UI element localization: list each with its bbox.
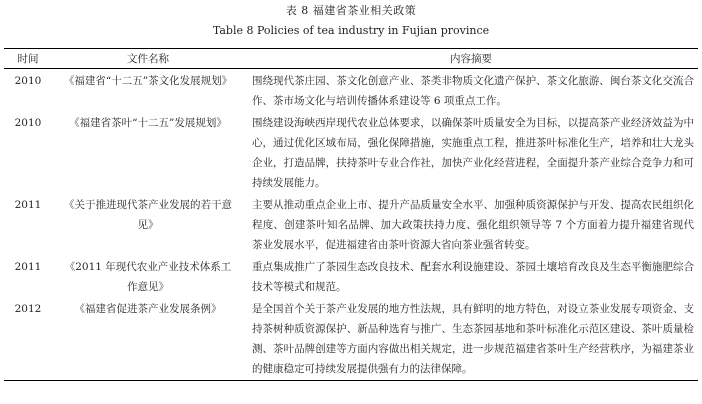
cell-year: 2012 [4, 297, 52, 381]
table-row [4, 193, 698, 255]
cell-document-name: 《关于推进现代茶产业发展的若干意见》 [64, 199, 232, 231]
cell-content-summary: 重点集成推广了茶园生态改良技术、配套水利设施建设、茶园土壤培育改良及生态平衡施肥综合技术等模式和规范。 [252, 261, 694, 293]
header-year: 时间 [4, 49, 52, 69]
table-row [4, 255, 698, 297]
table-title-english: Table 8 Policies of tea industry in Fujian province [212, 24, 490, 37]
cell-document-name: 《福建省茶叶“十二五”发展规划》 [69, 117, 227, 129]
cell-document-name: 《福建省“十二五”茶文化发展规划》 [63, 75, 233, 87]
cell-document-name: 《2011 年现代农业产业技术体系工作意见》 [64, 261, 232, 293]
table-row [4, 69, 698, 112]
cell-document-name: 《福建省促进茶产业发展条例》 [52, 297, 244, 381]
policy-table [4, 48, 698, 381]
cell-year: 2011 [14, 199, 42, 211]
cell-content-summary: 围绕现代茶庄园、茶文化创意产业、茶类非物质文化遗产保护、茶文化旅游、闽台茶文化交流合作、茶市场文化与培训传播体系建设等 6 项重点工作。 [252, 75, 694, 107]
table-row [4, 297, 698, 381]
cell-content-summary: 是全国首个关于茶产业发展的地方性法规，具有鲜明的地方特色，对设立茶业发展专项资金、支持茶树种质资源保护、新品种选育与推广、生态茶园基地和茶叶标准化示范区建设、茶叶质量检测、茶叶品牌创建等方面内容做出相关规定，进一步规范福建省茶叶生产经营秩序，为福建茶业的健康稳定可持续发展提供强有力的法律保障。 [244, 297, 698, 381]
header-content-summary: 内容摘要 [244, 49, 698, 69]
cell-year: 2011 [14, 261, 42, 273]
table-row [4, 111, 698, 193]
table-title-chinese: 表 8 福建省茶业相关政策 [285, 4, 417, 17]
cell-year: 2010 [14, 75, 42, 87]
cell-year: 2010 [14, 117, 42, 129]
cell-content-summary: 围绕建设海峡西岸现代农业总体要求，以确保茶叶质量安全为目标，以提高茶产业经济效益为中心，通过优化区域布局，强化保障措施，实施重点工程，推进茶叶标准化生产，培养和壮大龙头企业，打造品牌，扶持茶叶专业合作社，加快产业化经营进程，全面提升茶产业综合竞争力和可持续发展能力。 [252, 117, 694, 189]
table-header-row [4, 49, 698, 69]
cell-content-summary: 主要从推动重点企业上市、提升产品质量安全水平、加强种质资源保护与开发、提高农民组织化程度、创建茶叶知名品牌、加大政策扶持力度、强化组织领导等 7 个方面着力提升福建省现代茶业发展水平，促进福建省由茶叶资源大省向茶业强省转变。 [252, 199, 694, 251]
header-document-name: 文件名称 [52, 49, 244, 69]
